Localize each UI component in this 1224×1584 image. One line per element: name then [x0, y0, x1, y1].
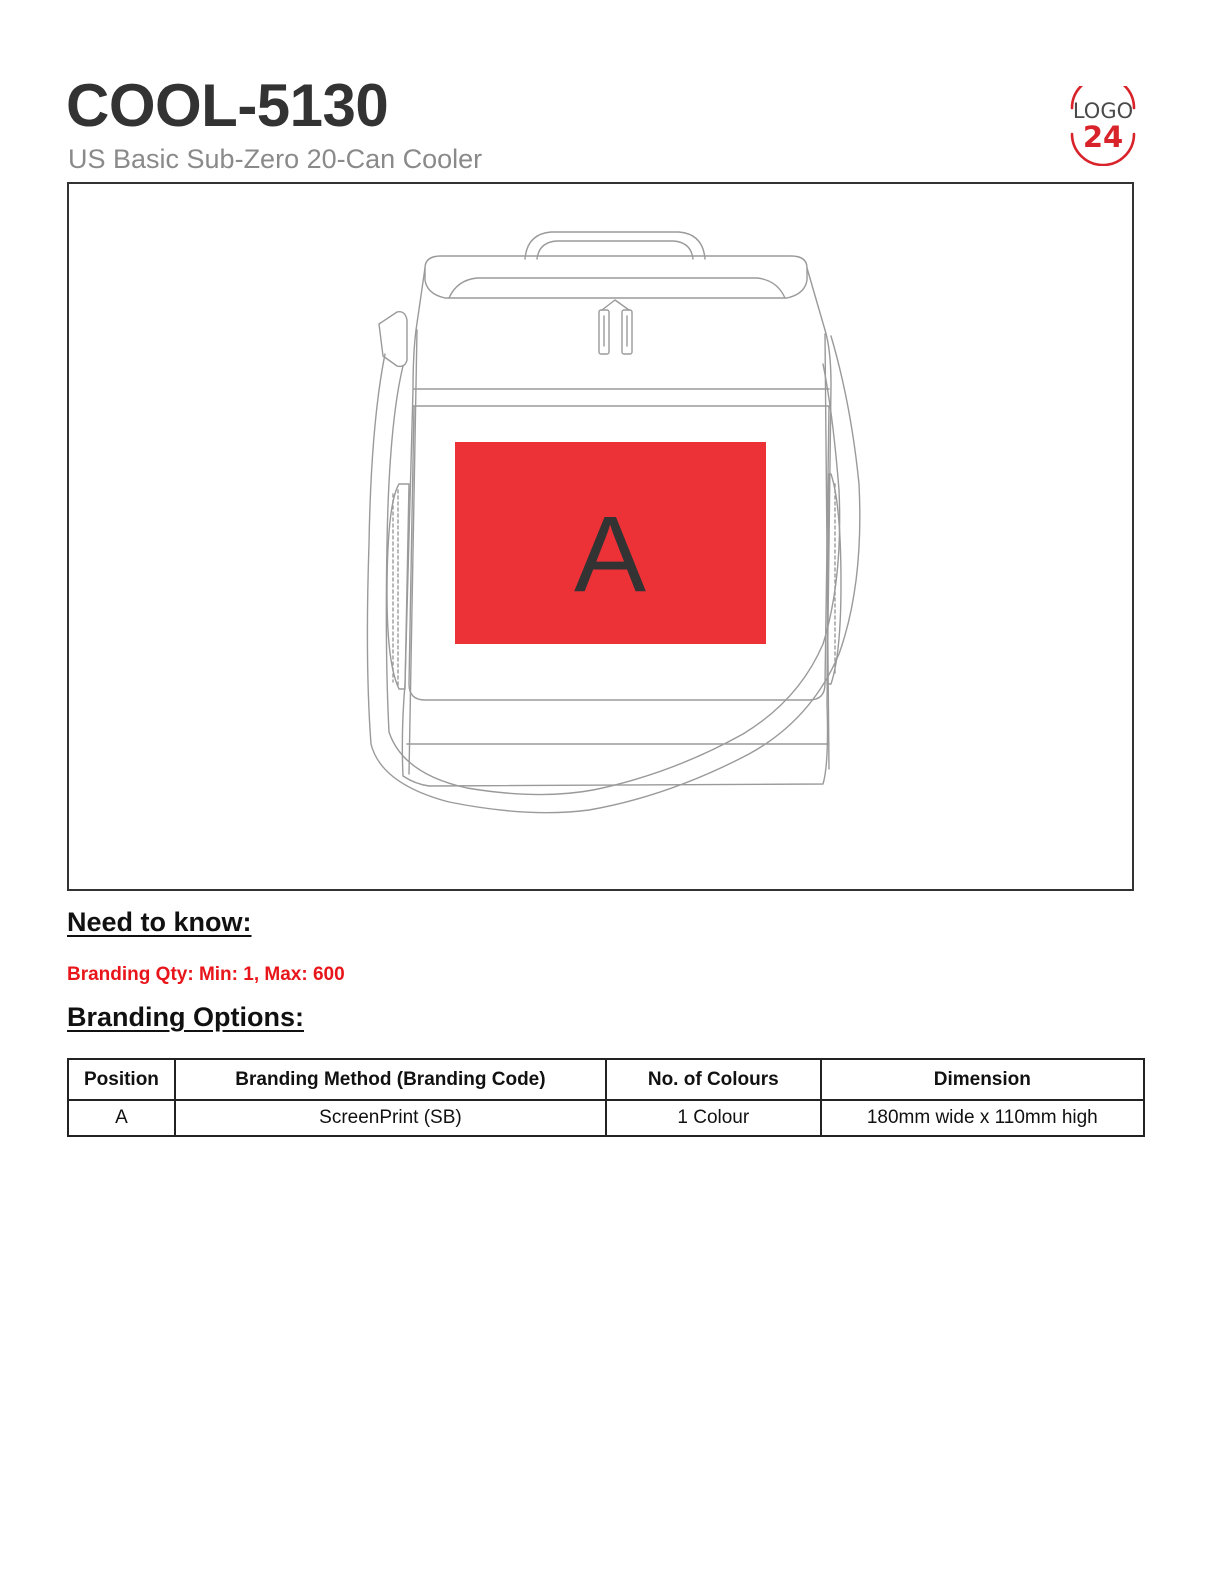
column-header-dimension: Dimension — [821, 1059, 1144, 1100]
branding-options-table — [67, 1058, 1145, 1137]
carry-handle — [525, 232, 705, 259]
cell-colours: 1 Colour — [606, 1100, 821, 1136]
cell-method: ScreenPrint (SB) — [175, 1100, 606, 1136]
product-image-frame — [67, 182, 1134, 891]
cooler-lid — [425, 256, 807, 298]
branding-options-heading: Branding Options: — [67, 1002, 304, 1032]
strap-buckle — [379, 312, 407, 367]
column-header-method: Branding Method (Branding Code) — [175, 1059, 606, 1100]
product-name: US Basic Sub-Zero 20-Can Cooler — [68, 144, 483, 174]
need-to-know-heading: Need to know: — [67, 907, 252, 937]
cell-dimension: 180mm wide x 110mm high — [821, 1100, 1144, 1136]
cooler-drawing — [69, 184, 1132, 889]
logo-text-bottom: 24 — [1082, 120, 1124, 154]
logo-text-top: LOGO — [1072, 99, 1134, 123]
branding-qty-note: Branding Qty: Min: 1, Max: 600 — [67, 964, 345, 985]
cell-position: A — [68, 1100, 175, 1136]
product-code: COOL-5130 — [66, 72, 389, 139]
zipper-pull — [599, 300, 632, 354]
table-header-row — [68, 1059, 1144, 1100]
column-header-colours: No. of Colours — [606, 1059, 821, 1100]
column-header-position: Position — [68, 1059, 175, 1100]
print-area-label: A — [573, 493, 647, 614]
logo24-logo — [1064, 86, 1142, 166]
table-row — [68, 1100, 1144, 1136]
